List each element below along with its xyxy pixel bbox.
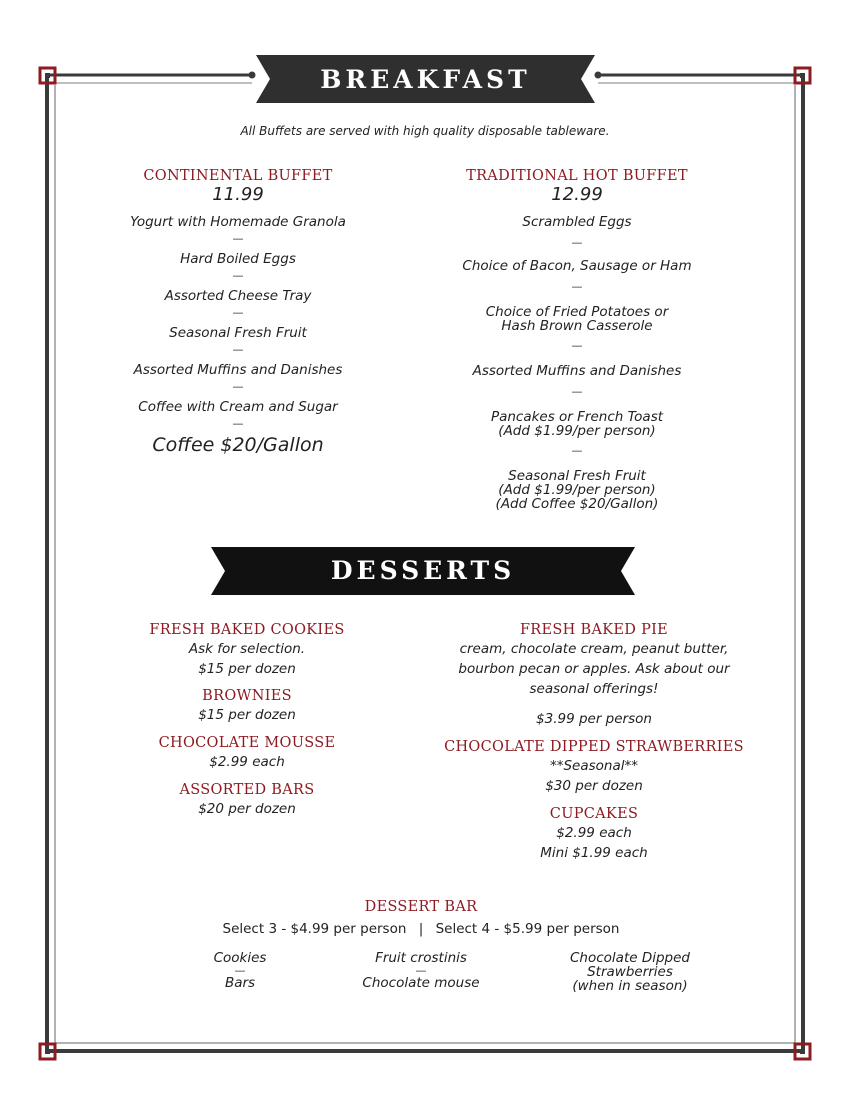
menu-item <box>427 469 727 511</box>
dessert-bar-item: Chocolate mouse <box>362 975 480 991</box>
divider: — <box>571 280 583 293</box>
desserts-left-column <box>97 621 397 819</box>
cupcakes-mini-price: Mini $1.99 each <box>540 845 648 861</box>
menu-item-line: (Add $1.99/per person) <box>498 423 656 439</box>
pie-title: FRESH BAKED PIE <box>519 622 669 638</box>
cupcakes-title: CUPCAKES <box>549 806 639 822</box>
menu-item-line: Pancakes or French Toast <box>490 409 664 425</box>
cupcakes-price: $2.99 each <box>556 825 632 841</box>
menu-item-line: Seasonal Fresh Fruit <box>508 468 646 484</box>
divider: — <box>232 343 244 356</box>
menu-item: Coffee with Cream and Sugar <box>138 399 338 415</box>
strawberries-price: $30 per dozen <box>545 778 643 794</box>
traditional-buffet <box>427 167 727 511</box>
pricing-divider: | <box>418 921 424 937</box>
dessert-bar-item: Strawberries <box>587 964 673 980</box>
menu-item <box>427 410 727 438</box>
pie-desc-line: seasonal offerings! <box>529 681 659 697</box>
menu-item: Scrambled Eggs <box>522 214 632 230</box>
dessert-bar-col-3 <box>540 951 720 993</box>
divider: — <box>571 236 583 249</box>
mousse-price: $2.99 each <box>209 754 285 770</box>
dessert-bar-pricing <box>0 919 842 939</box>
dessert-bar-item: Cookies <box>213 950 267 966</box>
divider: — <box>571 444 583 457</box>
divider: — <box>232 417 244 430</box>
pie-price: $3.99 per person <box>536 711 652 727</box>
divider: — <box>571 339 583 352</box>
pie-desc-line: cream, chocolate cream, peanut butter, <box>459 641 729 657</box>
divider: — <box>232 380 244 393</box>
dessert-bar-item: Chocolate Dipped <box>570 950 690 966</box>
traditional-title: TRADITIONAL HOT BUFFET <box>466 168 688 184</box>
desserts-title: DESSERTS <box>330 556 516 585</box>
bars-title: ASSORTED BARS <box>179 782 315 798</box>
dessert-bar-item: (when in season) <box>572 978 688 994</box>
pie-desc-line: bourbon pecan or apples. Ask about our <box>458 661 730 677</box>
dessert-bar-item: Fruit crostinis <box>375 950 467 966</box>
divider: — <box>232 232 244 245</box>
breakfast-title: BREAKFAST <box>320 65 531 94</box>
menu-item-line: (Add Coffee $20/Gallon) <box>495 496 659 512</box>
dessert-bar-col-2 <box>336 951 506 991</box>
frame-top-left-dot <box>249 72 256 79</box>
continental-title: CONTINENTAL BUFFET <box>143 168 333 184</box>
breakfast-subtitle: All Buffets are served with high quality disposable tableware. <box>240 124 610 138</box>
menu-item-line: Hash Brown Casserole <box>501 318 653 334</box>
bars-price: $20 per dozen <box>198 801 296 817</box>
divider: — <box>415 964 427 977</box>
cookies-price: $15 per dozen <box>198 661 296 677</box>
menu-item: Assorted Muffins and Danishes <box>472 363 682 379</box>
select-3-price: Select 3 - $4.99 per person <box>222 921 407 937</box>
menu-item: Assorted Cheese Tray <box>164 288 312 304</box>
menu-item-line: Choice of Fried Potatoes or <box>485 304 669 320</box>
coffee-price: Coffee $20/Gallon <box>152 434 324 456</box>
divider: — <box>571 385 583 398</box>
menu-item-line: (Add $1.99/per person) <box>498 482 656 498</box>
cookies-title: FRESH BAKED COOKIES <box>149 622 345 638</box>
cookies-note: Ask for selection. <box>188 641 306 657</box>
brownies-price: $15 per dozen <box>198 707 296 723</box>
divider: — <box>232 306 244 319</box>
menu-item: Choice of Bacon, Sausage or Ham <box>462 258 692 274</box>
brownies-title: BROWNIES <box>202 688 292 704</box>
desserts-right-column <box>434 621 754 863</box>
mousse-title: CHOCOLATE MOUSSE <box>158 735 336 751</box>
divider: — <box>232 269 244 282</box>
menu-item: Hard Boiled Eggs <box>180 251 296 267</box>
menu-item: Yogurt with Homemade Granola <box>130 214 346 230</box>
dessert-bar-item: Bars <box>224 975 256 991</box>
menu-item <box>427 305 727 333</box>
menu-item: Assorted Muffins and Danishes <box>133 362 343 378</box>
divider: — <box>234 964 246 977</box>
menu-item: Seasonal Fresh Fruit <box>169 325 307 341</box>
continental-price: 11.99 <box>212 184 264 205</box>
strawberries-note: **Seasonal** <box>549 758 639 774</box>
dessert-bar-col-1 <box>170 951 310 991</box>
select-4-price: Select 4 - $5.99 per person <box>435 921 620 937</box>
continental-buffet <box>88 167 388 457</box>
dessert-bar-title: DESSERT BAR <box>364 899 478 915</box>
frame-top-right-dot <box>595 72 602 79</box>
traditional-price: 12.99 <box>551 184 603 205</box>
strawberries-title: CHOCOLATE DIPPED STRAWBERRIES <box>444 739 744 755</box>
